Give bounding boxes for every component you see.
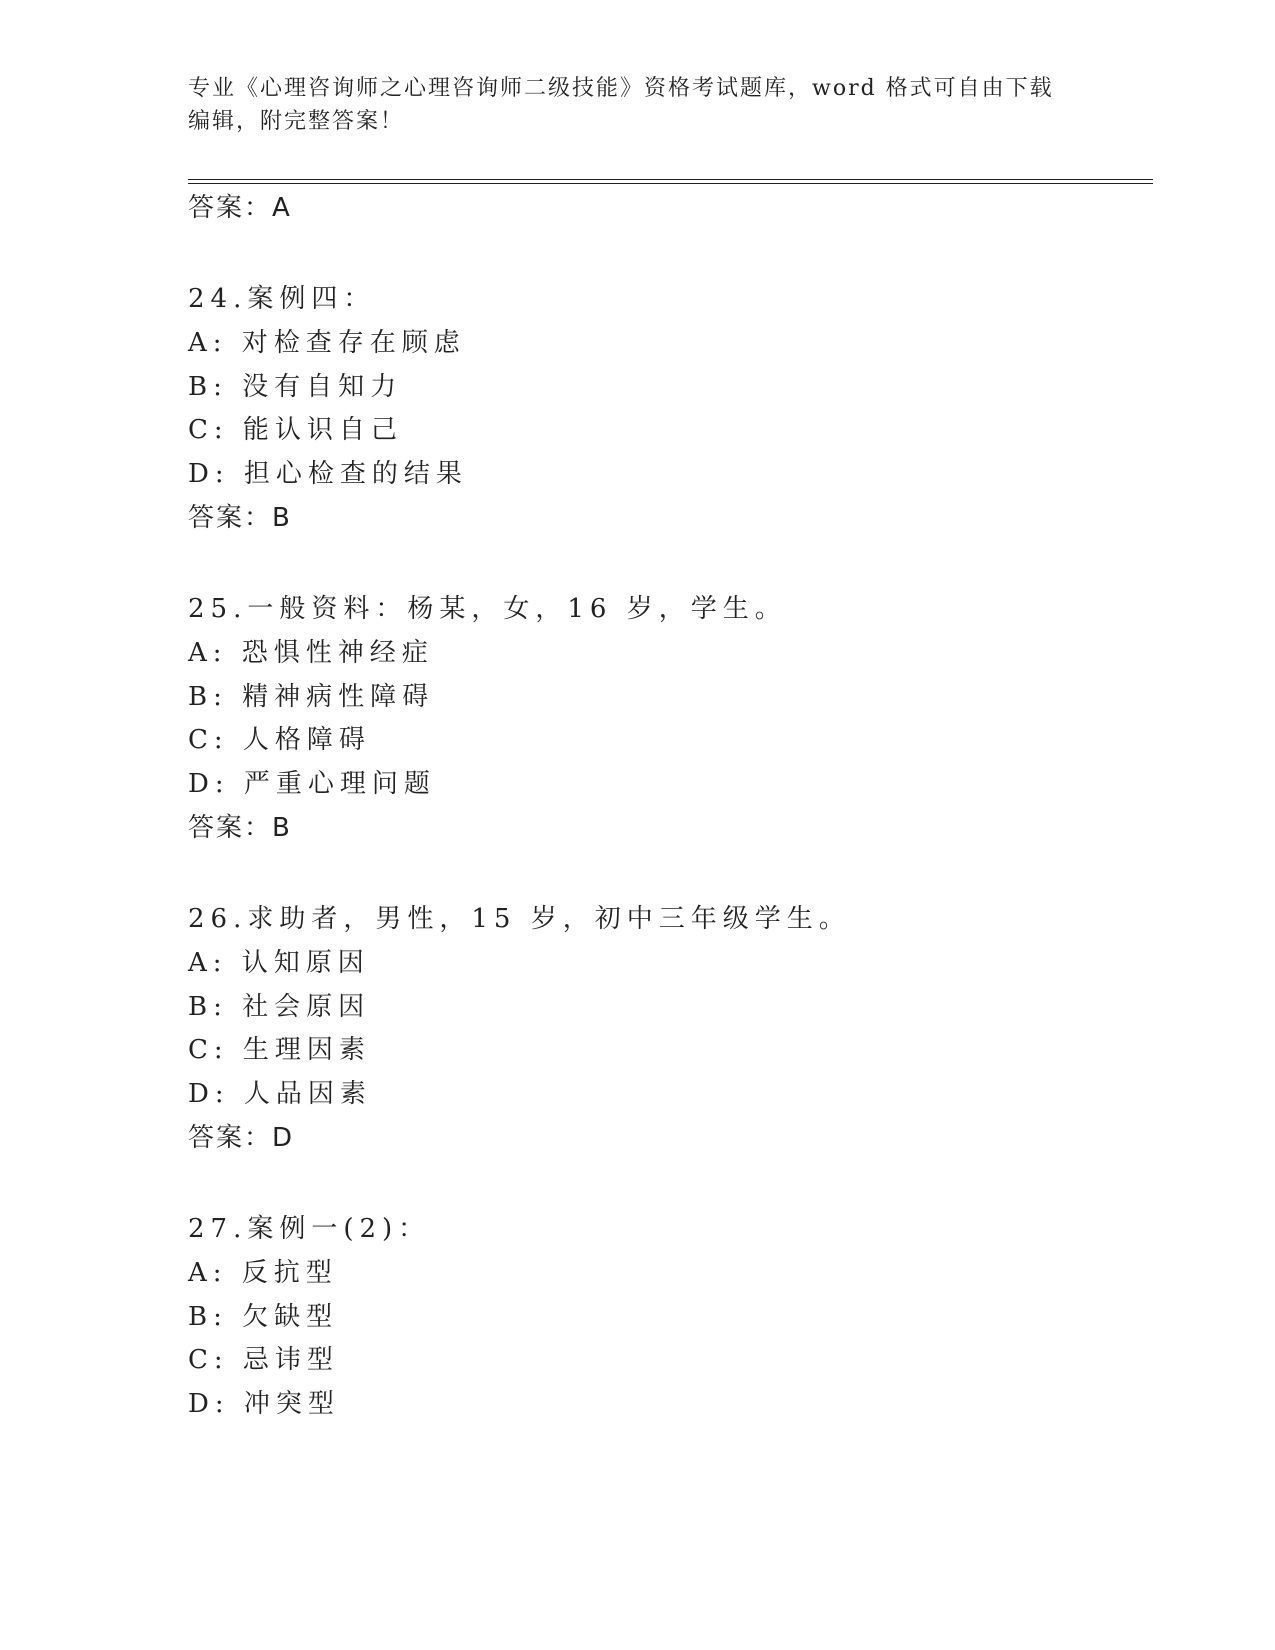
- header-divider-bottom: [188, 183, 1153, 184]
- question-stem: 24.案例四：: [188, 284, 376, 314]
- option-c: C: 人格障碍: [188, 725, 371, 755]
- option-d: D: 担心检查的结果: [188, 459, 468, 489]
- option-d: D: 人品因素: [188, 1079, 372, 1109]
- option-d: D: 严重心理问题: [188, 769, 436, 799]
- header-line-2: 编辑，附完整答案！: [188, 109, 405, 134]
- option-c: C: 能认识自己: [188, 415, 403, 445]
- option-c: C: 生理因素: [188, 1035, 371, 1065]
- option-a: A: 恐惧性神经症: [188, 638, 434, 668]
- answer-line: 答案：B: [188, 503, 292, 533]
- header-divider-top: [188, 179, 1153, 180]
- option-b: B: 没有自知力: [188, 372, 403, 402]
- option-b: B: 欠缺型: [188, 1302, 339, 1332]
- header-line-1: 专业《心理咨询师之心理咨询师二级技能》资格考试题库，word 格式可自由下载: [188, 76, 1054, 101]
- option-c: C: 忌讳型: [188, 1345, 339, 1375]
- option-a: A: 对检查存在顾虑: [188, 328, 466, 358]
- document-header: [188, 72, 1088, 138]
- answer-line: 答案：B: [188, 813, 292, 843]
- question-stem: 26.求助者，男性，15 岁，初中三年级学生。: [188, 904, 851, 934]
- answer-line: 答案：A: [188, 193, 292, 223]
- question-stem: 25.一般资料：杨某，女，16 岁，学生。: [188, 594, 787, 624]
- answer-line: 答案：D: [188, 1123, 295, 1153]
- option-b: B: 社会原因: [188, 992, 371, 1022]
- option-b: B: 精神病性障碍: [188, 682, 435, 712]
- option-a: A: 认知原因: [188, 948, 370, 978]
- option-d: D: 冲突型: [188, 1389, 340, 1419]
- option-a: A: 反抗型: [188, 1258, 338, 1288]
- question-stem: 27.案例一(2)：: [188, 1214, 431, 1244]
